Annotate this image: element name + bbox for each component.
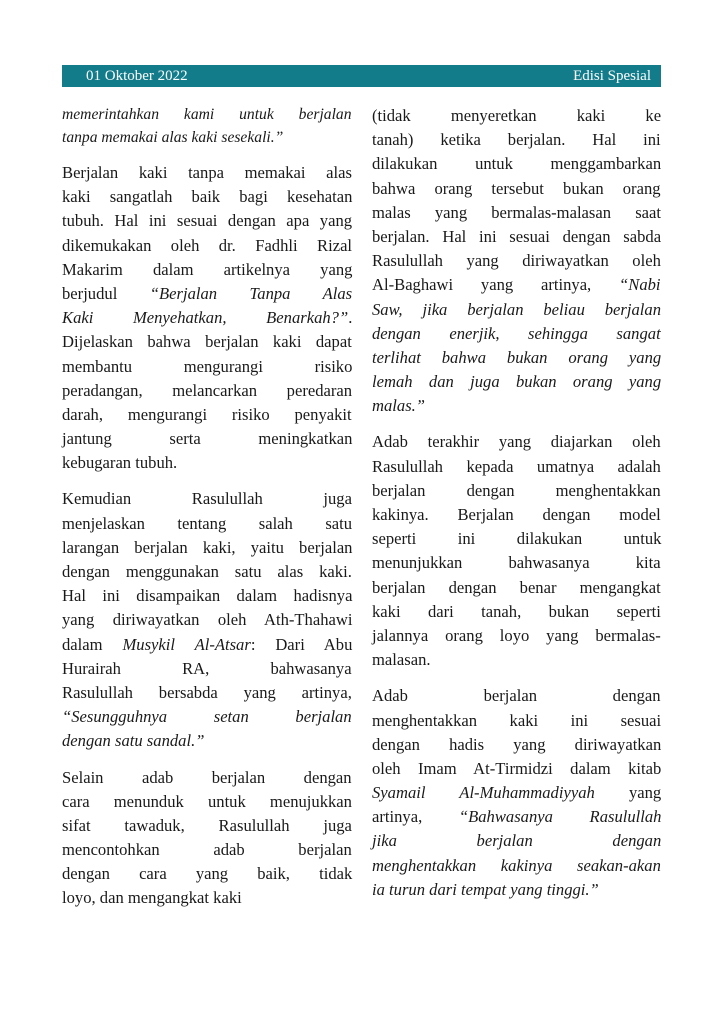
text-line — [372, 104, 661, 128]
italic-text: malas.” — [372, 396, 426, 416]
paragraph — [62, 487, 352, 753]
text-line — [372, 503, 661, 527]
italic-text: ia turun dari tempat yang tinggi.” — [372, 879, 599, 899]
italic-text: “Berjalan Tanpa Alas — [149, 283, 353, 303]
text: malas yang bermalas-malasan saat — [372, 202, 661, 222]
text: larangan berjalan kaki, yaitu berjalan — [62, 537, 353, 557]
text-line — [372, 648, 661, 672]
issue-date: 01 Oktober 2022 — [86, 68, 188, 84]
text: . — [348, 308, 353, 328]
text: dikemukakan oleh dr. Fadhli Rizal — [62, 235, 353, 255]
text: tubuh. Hal ini sesuai dengan apa yang — [62, 211, 353, 231]
text-line — [62, 584, 352, 608]
text-line — [372, 733, 661, 757]
text-line — [372, 600, 661, 624]
text-line — [372, 273, 661, 297]
text-line — [62, 790, 352, 814]
text: bahwa orang tersebut bukan orang — [372, 178, 661, 198]
text-line — [62, 886, 352, 910]
text-line — [372, 370, 661, 394]
text-line — [62, 657, 352, 681]
text-line — [372, 479, 661, 503]
text-line — [372, 177, 661, 201]
text-line — [372, 455, 661, 479]
text: menjelaskan tentang salah satu — [62, 513, 353, 533]
paragraph — [372, 430, 661, 672]
text-line — [372, 624, 661, 648]
text: Rasulullah yang diriwayatkan oleh — [372, 251, 661, 271]
text: Dijelaskan bahwa berjalan kaki dapat — [62, 332, 352, 352]
text: Adab terakhir yang diajarkan oleh — [372, 432, 661, 452]
text: dengan cara yang baik, tidak — [62, 864, 353, 884]
text: Rasulullah kepada umatnya adalah — [372, 456, 661, 476]
text-line — [372, 394, 661, 418]
italic-text: Musykil Al-Atsar — [122, 634, 251, 654]
text: malasan. — [372, 650, 431, 670]
text-line — [372, 781, 661, 805]
text-line — [372, 709, 661, 733]
text-line — [372, 322, 661, 346]
text-line — [62, 451, 352, 475]
text: dengan menggunakan satu alas kaki. — [62, 562, 352, 581]
text-line — [62, 766, 352, 790]
header-bar — [62, 65, 661, 87]
text-line — [372, 854, 661, 878]
text-line — [372, 805, 661, 829]
text: darah, mengurangi risiko penyakit — [62, 404, 352, 424]
article-column-right — [372, 104, 661, 914]
text-line — [62, 209, 352, 233]
text: berjalan. Hal ini sesuai dengan sabda — [372, 226, 662, 246]
text: tanah) ketika berjalan. Hal ini — [372, 130, 661, 150]
text-line — [62, 633, 352, 657]
text: kaki sangatlah baik bagi kesehatan — [62, 187, 353, 207]
text: Hal ini disampaikan dalam hadisnya — [62, 586, 353, 606]
text: berjalan dengan menghentakkan — [372, 480, 661, 500]
text: loyo, dan mengangkat kaki — [62, 888, 242, 908]
text-line — [372, 298, 661, 322]
text: artinya, — [372, 807, 459, 827]
text-line — [372, 430, 661, 454]
italic-text: “Sesungguhnya setan berjalan — [62, 707, 352, 727]
text-line — [372, 684, 661, 708]
text-line — [62, 330, 352, 354]
text: kebugaran tubuh. — [62, 453, 178, 473]
text: jantung serta meningkatkan — [62, 429, 353, 449]
italic-text: dengan enerjik, sehingga sangat — [372, 323, 661, 343]
text-line — [62, 258, 352, 282]
italic-text: menghentakkan kakinya seakan-akan — [372, 855, 661, 875]
text-line — [62, 185, 352, 209]
text: dilakukan untuk menggambarkan — [372, 154, 662, 174]
text-line — [62, 161, 352, 185]
text: Adab berjalan dengan — [372, 686, 661, 706]
italic-text: terlihat bahwa bukan orang yang — [372, 347, 662, 367]
text-line — [62, 862, 352, 886]
text-line — [62, 729, 352, 753]
text: mencontohkan adab berjalan — [62, 840, 352, 860]
text: kaki dari tanah, bukan seperti — [372, 601, 661, 621]
text: dalam — [62, 634, 123, 654]
italic-text: dengan satu sandal.” — [62, 731, 205, 751]
italic-text: lemah dan juga bukan orang yang — [372, 372, 662, 392]
text-line — [62, 104, 352, 127]
text-line — [372, 128, 661, 152]
text-line — [62, 536, 352, 560]
text: Makarim dalam artikelnya yang — [62, 259, 353, 279]
text-line — [62, 127, 352, 150]
text: berjalan dengan benar mengangkat — [372, 577, 661, 597]
italic-text: “Nabi — [619, 275, 661, 295]
quote-continuation — [62, 104, 352, 149]
paragraph — [372, 104, 661, 418]
text-line — [62, 705, 352, 729]
italic-text: Kaki Menyehatkan, Benarkah?” — [62, 308, 349, 328]
text-line — [62, 379, 352, 403]
text: jalannya orang loyo yang bermalas- — [372, 625, 661, 645]
text-line — [62, 282, 352, 306]
text-line — [372, 249, 661, 273]
text: yang diriwayatkan oleh Ath-Thahawi — [62, 610, 353, 630]
text-line — [372, 757, 661, 781]
text-line — [372, 152, 661, 176]
text: Hurairah RA, bahwasanya — [62, 658, 352, 678]
text-line — [62, 355, 352, 379]
text-line — [372, 878, 661, 902]
italic-text: jika berjalan dengan — [372, 831, 662, 851]
text: Rasulullah bersabda yang artinya, — [62, 682, 352, 702]
edition-label: Edisi Spesial — [573, 68, 651, 84]
paragraph — [372, 684, 661, 902]
text: oleh Imam At-Tirmidzi dalam kitab — [372, 758, 662, 778]
text-line — [372, 551, 661, 575]
italic-text: Saw, jika berjalan beliau berjalan — [372, 299, 661, 319]
text-line — [62, 234, 352, 258]
text-line — [62, 512, 352, 536]
text: Kemudian Rasulullah juga — [62, 489, 352, 509]
text-line — [62, 403, 352, 427]
text: dengan hadis yang diriwayatkan — [372, 734, 662, 754]
text-line — [62, 560, 352, 584]
text: membantu mengurangi risiko — [62, 356, 353, 376]
text: Al-Baghawi yang artinya, — [372, 275, 620, 295]
text: Berjalan kaki tanpa memakai alas — [62, 163, 352, 182]
text-line — [372, 201, 661, 225]
italic-text: Syamail Al-Muhammadiyyah — [372, 783, 595, 803]
text: peradangan, melancarkan peredaran — [62, 380, 353, 400]
text: : Dari Abu — [250, 634, 353, 654]
paragraph — [62, 766, 352, 911]
text-line — [62, 427, 352, 451]
text-line — [372, 576, 661, 600]
text: yang — [594, 783, 662, 803]
text-line — [62, 838, 352, 862]
text-line — [62, 487, 352, 511]
text: menunjukkan bahwasanya kita — [372, 553, 661, 573]
text-line — [372, 829, 661, 853]
text: (tidak menyeretkan kaki ke — [372, 106, 662, 125]
text: cara menunduk untuk menujukkan — [62, 791, 352, 811]
text-line — [372, 527, 661, 551]
text: sifat tawaduk, Rasulullah juga — [62, 815, 352, 835]
text: menghentakkan kaki ini sesuai — [372, 710, 662, 730]
text-line — [62, 681, 352, 705]
text-line — [62, 814, 352, 838]
text: seperti ini dilakukan untuk — [372, 529, 662, 549]
article-column-left — [62, 104, 352, 923]
italic-text: tanpa memakai alas kaki sesekali.” — [62, 128, 284, 146]
text: kakinya. Berjalan dengan model — [372, 505, 661, 524]
paragraph — [62, 161, 352, 475]
text-line — [62, 306, 352, 330]
italic-text: memerintahkan kami untuk berjalan — [62, 106, 352, 123]
text-line — [372, 225, 661, 249]
text: berjudul — [62, 283, 150, 303]
italic-text: “Bahwasanya Rasulullah — [458, 807, 662, 827]
text: Selain adab berjalan dengan — [62, 767, 352, 787]
text-line — [62, 608, 352, 632]
text-line — [372, 346, 661, 370]
